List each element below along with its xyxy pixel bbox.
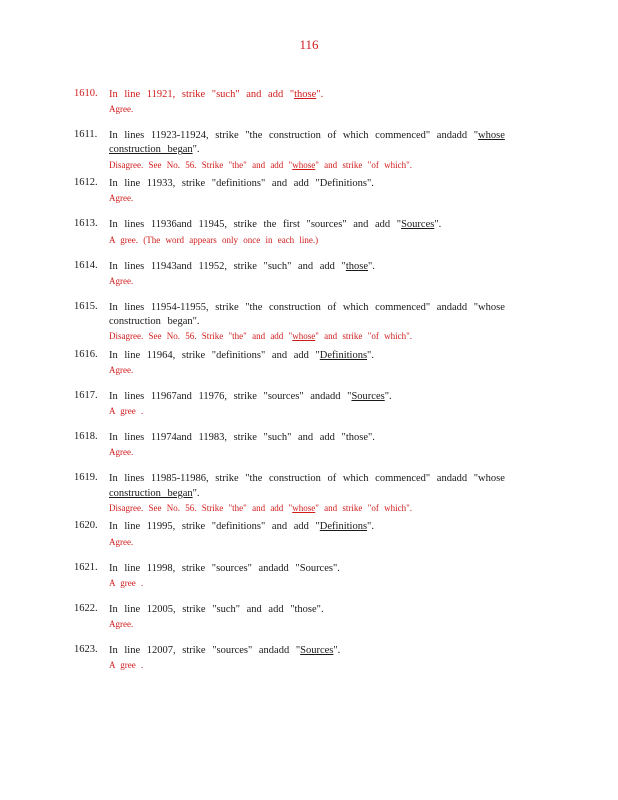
amendment-entry <box>0 216 618 257</box>
amendment-entry <box>0 175 618 216</box>
instruction-line: In line 12007, strike "sources" andadd "Sources". <box>109 644 341 656</box>
entry-body <box>109 177 539 205</box>
response-text: Agree. <box>109 193 134 204</box>
amendment-list <box>0 86 618 683</box>
instruction-line: construction began". <box>109 315 200 327</box>
instruction-line: In lines 11974and 11983, strike "such" and add "those". <box>109 432 375 444</box>
instruction-line: In lines 11954-11955, strike "the construction of which commenced" andadd "whose <box>109 301 505 313</box>
underlined-text: those <box>294 89 317 100</box>
underlined-text: whose <box>478 130 505 142</box>
response-text: Agree. <box>109 275 134 286</box>
underlined-text: Sources <box>401 219 435 231</box>
response-text: Disagree. See No. 56. Strike "the" and add "whose" and strike "of which". <box>109 502 412 513</box>
entry-body <box>109 390 539 418</box>
instruction-line: construction began". <box>109 487 200 499</box>
amendment-entry <box>0 388 618 429</box>
underlined-text: those <box>345 260 369 272</box>
amendment-entry <box>0 86 618 127</box>
instruction-line: In lines 11923-11924, strike "the construction of which commenced" andadd "whose <box>109 130 505 142</box>
underlined-text: construction began <box>109 487 193 499</box>
amendment-entry <box>0 258 618 299</box>
entry-body <box>109 562 539 590</box>
amendment-entry <box>0 518 618 559</box>
response-text: Agree. <box>109 447 134 458</box>
entry-number: 1620. <box>74 520 98 532</box>
entry-number: 1611. <box>74 129 98 141</box>
entry-number: 1616. <box>74 348 98 360</box>
amendment-entry <box>0 642 618 683</box>
amendment-entry <box>0 347 618 388</box>
underlined-text: whose <box>292 159 316 170</box>
amendment-entry <box>0 429 618 470</box>
underlined-text: Sources <box>351 390 385 402</box>
instruction-line: In line 11995, strike "definitions" and add "Definitions". <box>109 521 374 533</box>
amendment-entry <box>0 299 618 347</box>
entry-body <box>109 472 539 515</box>
instruction-line: In line 11998, strike "sources" andadd "Sources". <box>109 562 340 574</box>
entry-number: 1612. <box>74 177 98 189</box>
response-text: Disagree. See No. 56. Strike "the" and add "whose" and strike "of which". <box>109 331 412 342</box>
entry-body <box>109 644 539 672</box>
entry-body <box>109 603 539 631</box>
instruction-line: construction began". <box>109 144 200 156</box>
instruction-line: In lines 11943and 11952, strike "such" and add "those". <box>109 260 375 272</box>
response-text: Agree. <box>109 104 134 115</box>
underlined-text: Definitions <box>319 349 368 361</box>
page-number: 116 <box>299 37 319 52</box>
entry-body <box>109 349 539 377</box>
entry-body <box>109 129 539 172</box>
response-text: Agree. <box>109 364 134 375</box>
underlined-text: Definitions <box>319 521 368 533</box>
underlined-text: Sources <box>300 644 334 656</box>
instruction-line: In lines 11936and 11945, strike the first "sources" and add "Sources". <box>109 219 442 231</box>
entry-body <box>109 520 539 548</box>
entry-number: 1623. <box>74 643 98 655</box>
response-text: A gree. (The word appears only once in each line.) <box>109 234 319 245</box>
entry-number: 1613. <box>74 218 98 230</box>
response-text: A gree . <box>109 660 144 671</box>
amendment-entry <box>0 601 618 642</box>
entry-number: 1622. <box>74 602 98 614</box>
entry-number: 1617. <box>74 389 98 401</box>
entry-body <box>109 431 539 459</box>
entry-number: 1621. <box>74 561 98 573</box>
amendment-entry <box>0 470 618 518</box>
entry-body <box>109 301 539 344</box>
entry-body <box>109 260 539 288</box>
response-text: Agree. <box>109 618 134 629</box>
underlined-text: whose <box>292 502 316 513</box>
entry-body <box>109 218 539 246</box>
underlined-text: construction began <box>109 144 193 156</box>
amendment-entry <box>0 560 618 601</box>
entry-number: 1614. <box>74 259 98 271</box>
underlined-text: whose <box>292 331 316 342</box>
instruction-line: In line 11964, strike "definitions" and add "Definitions". <box>109 349 374 361</box>
response-text: A gree . <box>109 406 144 417</box>
instruction-line: In line 12005, strike "such" and add "those". <box>109 603 324 615</box>
entry-number: 1619. <box>74 472 98 484</box>
entry-number: 1610. <box>74 88 98 99</box>
amendment-entry <box>0 127 618 175</box>
entry-number: 1615. <box>74 300 98 312</box>
instruction-line: In lines 11967and 11976, strike "sources" andadd "Sources". <box>109 390 392 402</box>
entry-number: 1618. <box>74 431 98 443</box>
instruction-line: In line 11921, strike "such" and add "those". <box>109 89 324 100</box>
instruction-line: In lines 11985-11986, strike "the construction of which commenced" andadd "whose <box>109 473 505 485</box>
instruction-line: In line 11933, strike "definitions" and add "Definitions". <box>109 178 374 190</box>
entry-body <box>109 88 539 116</box>
response-text: A gree . <box>109 577 144 588</box>
response-text: Disagree. See No. 56. Strike "the" and add "whose" and strike "of which". <box>109 159 412 170</box>
response-text: Agree. <box>109 536 134 547</box>
